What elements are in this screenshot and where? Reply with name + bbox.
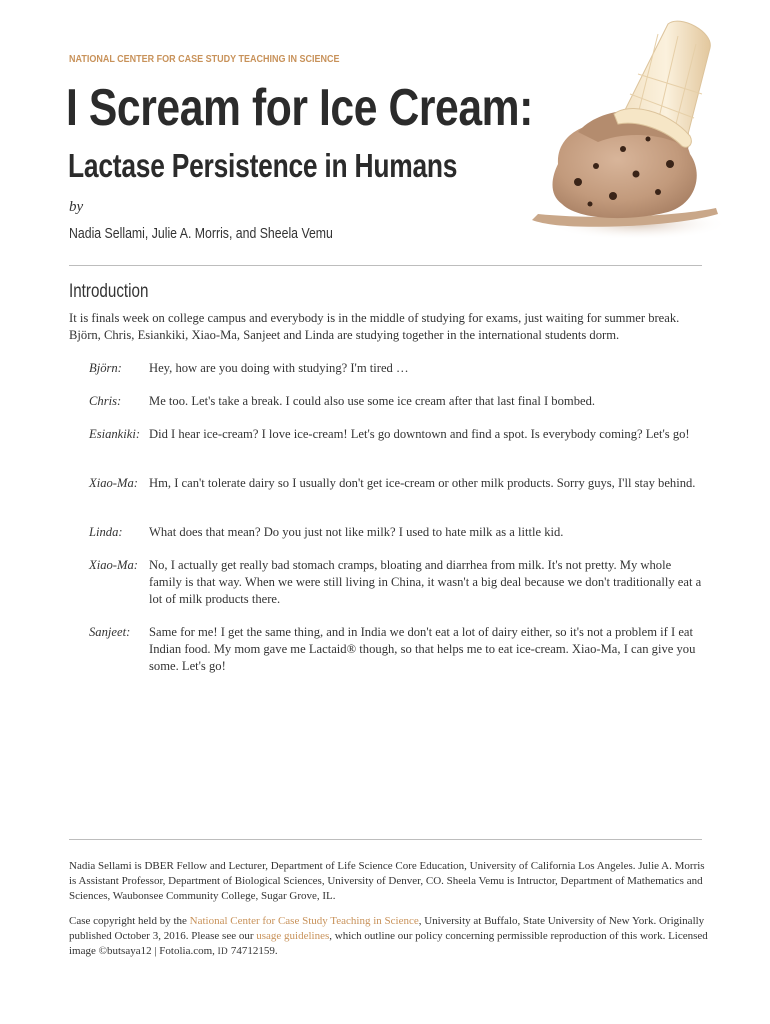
dialogue-speaker: Esiankiki: (89, 427, 141, 441)
dialogue-speaker: Xiao-Ma: (89, 558, 138, 572)
header-divider (69, 265, 702, 266)
dialogue-line: Same for me! I get the same thing, and in India we don't eat a lot of dairy either, so it's not a problem if I eat Indian food. My mom gave me Lactaid® though, so that helps me to eat ice-cream. Xiao-Ma, I can give you some. Let's go! (149, 625, 696, 673)
case-subtitle: Lactase Persistence in Humans (68, 147, 458, 184)
image-id-label: ID (217, 946, 229, 956)
author-bios: Nadia Sellami is DBER Fellow and Lecturer, Department of Life Science Core Education, University of California Los Angeles. Julie A. Morris is Assistant Professor, Department of Biological Sciences, University of Denver, CO. Sheela Vemu is Intructor, Department of Mathematics and Sciences, Waubonsee Community College, Sugar Grove, IL. (69, 860, 705, 902)
dialogue-speaker: Linda: (89, 525, 123, 539)
ice-cream-cone-image (518, 14, 728, 269)
copyright-text: , which outline our policy concerning permissible reproduction of this work. Licensed image ©butsaya12 | Fotolia.com, (69, 930, 708, 957)
footer-divider (69, 839, 702, 840)
introduction-paragraph: It is finals week on college campus and everybody is in the middle of studying for exams, just waiting for summer break. Björn, Chris, Esiankiki, Xiao-Ma, Sanjeet and Linda are studying together in the international students dorm. (69, 311, 680, 342)
dialogue-line: What does that mean? Do you just not like milk? I used to hate milk as a little kid. (149, 525, 564, 539)
dialogue-line: No, I actually get really bad stomach cramps, bloating and diarrhea from milk. It's not pretty. My whole family is that way. When we were still living in China, it wasn't a big deal because we don't traditionally eat a lot of milk products there. (149, 558, 702, 606)
byline-label: by (69, 199, 84, 215)
dialogue-speaker: Xiao-Ma: (89, 476, 138, 490)
author-list: Nadia Sellami, Julie A. Morris, and Sheela Vemu (69, 225, 333, 242)
dialogue-speaker: Chris: (89, 394, 122, 408)
dialogue-speaker: Björn: (89, 361, 122, 375)
dialogue-line: Me too. Let's take a break. I could also use some ice cream after that last final I bombed. (149, 394, 596, 408)
organization-name: NATIONAL CENTER FOR CASE STUDY TEACHING IN SCIENCE (69, 54, 340, 65)
dialogue-line: Did I hear ice-cream? I love ice-cream! Let's go downtown and find a spot. Is everybody coming? Let's go! (149, 427, 690, 441)
copyright-text: Case copyright held by the (69, 915, 190, 927)
dialogue-line: Hm, I can't tolerate dairy so I usually don't get ice-cream or other milk products. Sorry guys, I'll stay behind. (149, 476, 696, 490)
copyright-notice (69, 914, 709, 959)
dialogue-speaker: Sanjeet: (89, 625, 131, 639)
nccsts-link[interactable]: National Center for Case Study Teaching in Science (189, 915, 419, 927)
image-id: 74712159. (228, 945, 278, 957)
dialogue-line: Hey, how are you doing with studying? I'm tired … (149, 361, 409, 375)
case-title: I Scream for Ice Cream: (66, 79, 533, 137)
usage-guidelines-link[interactable]: usage guidelines (256, 930, 330, 942)
introduction-heading: Introduction (69, 281, 149, 302)
copyright-text: , University at Buffalo, State University of New York. Originally published October 3, 2016. Please see our (69, 915, 705, 942)
